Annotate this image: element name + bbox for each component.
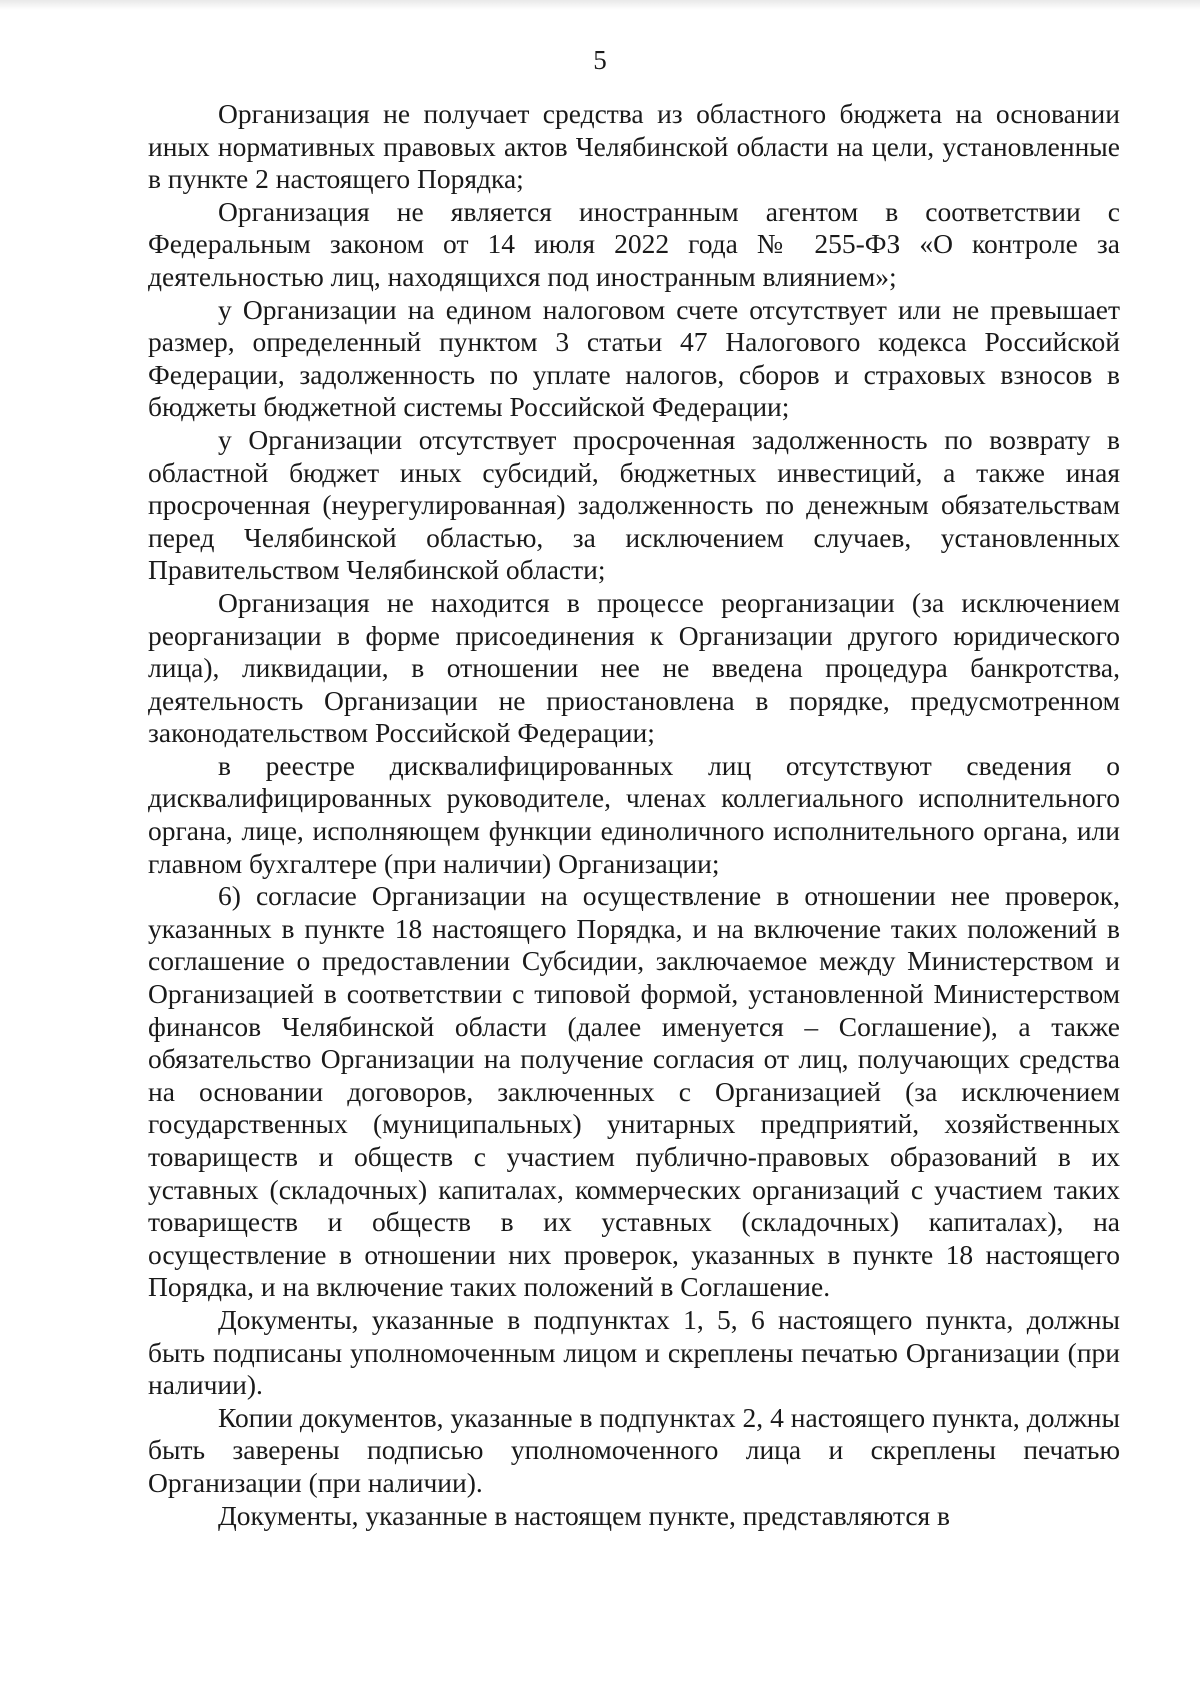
paragraph-certified-copies: Копии документов, указанные в подпунктах 2, 4 настоящего пункта, должны быть заверены подписью уполномоченного лица и скреплены печатью Организации (при наличии). xyxy=(148,1401,1120,1498)
document-body xyxy=(148,98,1120,1532)
paragraph-tax-debt: у Организации на едином налоговом счете отсутствует или не превышает размер, определенный пунктом 3 статьи 47 Налогового кодекса Российской Федерации, задолженность по уплате налогов, сборов и страховых взносов в бюджеты бюджетной системы Российской Федерации; xyxy=(148,293,1120,423)
paragraph-no-other-budget-funds: Организация не получает средства из областного бюджета на основании иных нормативных правовых актов Челябинской области на цели, установленные в пункте 2 настоящего Порядка; xyxy=(148,98,1120,195)
paragraph-overdue-debt: у Организации отсутствует просроченная задолженность по возврату в областной бюджет иных субсидий, бюджетных инвестиций, а также иная просроченная (неурегулированная) задолженность по денежным обязательствам перед Челябинской областью, за исключением случаев, установленных Правительством Челябинской области; xyxy=(148,423,1120,586)
paragraph-signed-documents: Документы, указанные в подпунктах 1, 5, 6 настоящего пункта, должны быть подписаны уполномоченным лицом и скреплены печатью Организации (при наличии). xyxy=(148,1303,1120,1401)
paragraph-disqualified-persons: в реестре дисквалифицированных лиц отсутствуют сведения о дисквалифицированных руководителе, членах коллегиального исполнительного органа, лице, исполняющем функции единоличного исполнительного органа, или главном бухгалтере (при наличии) Организации; xyxy=(148,749,1120,879)
paragraph-reorganization: Организация не находится в процессе реорганизации (за исключением реорганизации в форме присоединения к Организации другого юридического лица), ликвидации, в отношении нее не введена процедура банкротства, деятельность Организации не приостановлена в порядке, предусмотренном законодательством Российской Федерации; xyxy=(148,586,1120,749)
paragraph-documents-submitted: Документы, указанные в настоящем пункте, представляются в xyxy=(218,1499,951,1531)
paragraph-not-foreign-agent: Организация не является иностранным агентом в соответствии с Федеральным законом от 14 июля 2022 года № 255-ФЗ «О контроле за деятельностью лиц, находящихся под иностранным влиянием»; xyxy=(148,195,1120,292)
scan-edge xyxy=(0,0,1200,10)
page-number: 5 xyxy=(593,45,607,75)
paragraph-consent-to-checks: 6) согласие Организации на осуществление в отношении нее проверок, указанных в пункте 18 настоящего Порядка, и на включение таких положений в соглашение о предоставлении Субсидии, заключаемое между Министерством и Организацией в соответствии с типовой формой, установленной Министерством финансов Челябинской области (далее именуется – Соглашение), а также обязательство Организации на получение согласия от лиц, получающих средства на основании договоров, заключенных с Организацией (за исключением государственных (муниципальных) унитарных предприятий, хозяйственных товариществ и обществ с участием публично-правовых образований в их уставных (складочных) капиталах, коммерческих организаций с участием таких товариществ и обществ в их уставных (складочных) капиталах), на осуществление в отношении них проверок, указанных в пункте 18 настоящего Порядка, и на включение таких положений в Соглашение. xyxy=(148,880,1120,1303)
